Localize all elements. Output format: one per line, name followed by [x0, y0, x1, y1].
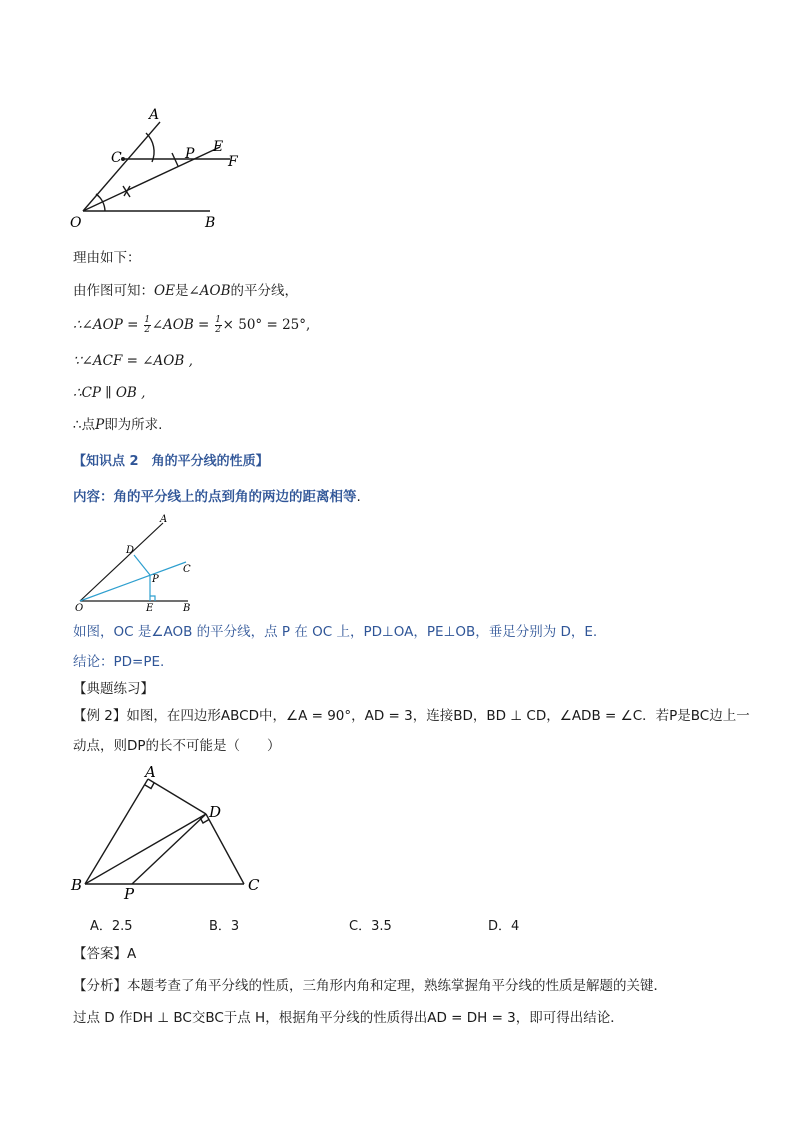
label-b-2: B — [183, 603, 191, 614]
knowledge-heading: 【知识点 2 角的平分线的性质】 — [73, 454, 269, 469]
reason-line-2 — [73, 316, 310, 335]
label-a-3: A — [145, 763, 156, 781]
side-ad — [148, 779, 206, 814]
reason-line-1 — [73, 282, 298, 300]
reason-line-4: ∴CP ∥ OB , — [73, 385, 146, 401]
label-p-2: P — [152, 574, 159, 585]
fraction-half-2 — [215, 316, 222, 335]
analysis-line-2: 过点 D 作DH ⊥ BC交BC于点 H，根据角平分线的性质得出AD = DH = 3，即可得出结论． — [73, 1010, 624, 1026]
content-end: . — [356, 489, 361, 505]
figure-quadrilateral — [60, 760, 275, 905]
reason-line-5-p: P — [95, 417, 105, 433]
fraction-half-1 — [144, 316, 151, 335]
reason-intro: 理由如下： — [73, 250, 141, 266]
figure-explanation: 如图，OC 是∠AOB 的平分线，点 P 在 OC 上，PD⊥OA，PE⊥OB，垂足分别为 D，E. — [73, 624, 598, 640]
label-d-2: D — [126, 545, 135, 556]
label-d-3: D — [209, 803, 222, 821]
right-angle-a — [145, 783, 154, 789]
right-angle-e — [150, 596, 155, 601]
conclusion: 结论：PD=PE. — [73, 654, 165, 670]
side-ab — [85, 779, 148, 884]
option-b[interactable] — [209, 915, 239, 934]
label-e: E — [213, 139, 224, 155]
label-a: A — [149, 107, 160, 123]
label-o: O — [70, 215, 82, 231]
answer: 【答案】A — [73, 946, 137, 962]
seg-pd — [134, 555, 150, 575]
label-f: F — [228, 154, 238, 170]
option-b-value: 3 — [230, 919, 240, 934]
label-e-2: E — [146, 603, 154, 614]
figure-angle-bisector-construction — [60, 100, 280, 235]
side-dc — [206, 814, 244, 884]
label-c-3: C — [248, 876, 260, 894]
reason-line-1-suffix: 的平分线， — [230, 283, 298, 299]
reason-line-1-oe: OE — [154, 283, 175, 299]
option-b-letter: B． — [209, 919, 231, 934]
reason-line-2-post: × 50° = 25°, — [222, 317, 311, 333]
option-a-letter: A． — [90, 919, 112, 934]
frac2-num: 1 — [215, 315, 222, 325]
label-b-3: B — [71, 876, 83, 894]
option-c[interactable] — [349, 915, 392, 934]
option-a[interactable] — [90, 915, 133, 934]
seg-dp — [132, 814, 206, 884]
reason-line-5 — [73, 416, 162, 434]
content-label: 内容： — [73, 489, 114, 505]
reason-line-5-suffix: 即为所求. — [104, 417, 163, 433]
knowledge-content — [73, 488, 361, 506]
option-d[interactable] — [488, 915, 519, 934]
label-p-3: P — [124, 885, 135, 903]
option-c-value: 3.5 — [371, 919, 392, 934]
option-c-letter: C． — [349, 919, 372, 934]
option-d-value: 4 — [511, 919, 520, 934]
diag-bd — [85, 814, 206, 884]
frac2-den: 2 — [215, 325, 222, 335]
question-line-1: 【例 2】如图，在四边形ABCD中，∠A = 90°，AD = 3，连接BD，BD ⊥ CD，∠ADB = ∠C．若P是BC边上一 — [73, 708, 750, 724]
reason-line-1-angle: ∠AOB — [188, 283, 231, 299]
option-a-value: 2.5 — [111, 919, 133, 934]
label-o-2: O — [75, 603, 84, 614]
label-a-2: A — [160, 514, 168, 525]
practice-heading: 【典题练习】 — [73, 681, 154, 697]
reason-line-2-mid: ∠AOB = — [151, 317, 214, 333]
reason-line-2-pre: ∴∠AOP = — [73, 317, 143, 333]
figure-bisector-property — [70, 510, 200, 615]
frac1-den: 2 — [144, 325, 151, 335]
frac1-num: 1 — [144, 315, 151, 325]
question-line-2: 动点，则DP的长不可能是（ ） — [73, 738, 281, 754]
label-b: B — [205, 215, 216, 231]
ray-oc-2 — [80, 562, 186, 601]
ray-oe — [83, 147, 220, 211]
analysis-line-1: 【分析】本题考查了角平分线的性质，三角形内角和定理，熟练掌握角平分线的性质是解题的关键． — [73, 978, 667, 994]
label-c-2: C — [183, 564, 191, 575]
reason-line-3: ∵∠ACF = ∠AOB , — [73, 353, 193, 369]
reason-line-1-prefix: 由作图可知： — [73, 283, 154, 299]
reason-line-1-mid: 是 — [174, 283, 189, 299]
content-text: 角的平分线上的点到角的两边的距离相等 — [113, 489, 357, 505]
label-p: P — [185, 146, 195, 162]
option-d-letter: D． — [488, 919, 512, 934]
label-c: C — [111, 150, 122, 166]
reason-line-5-prefix: ∴点 — [73, 417, 96, 433]
